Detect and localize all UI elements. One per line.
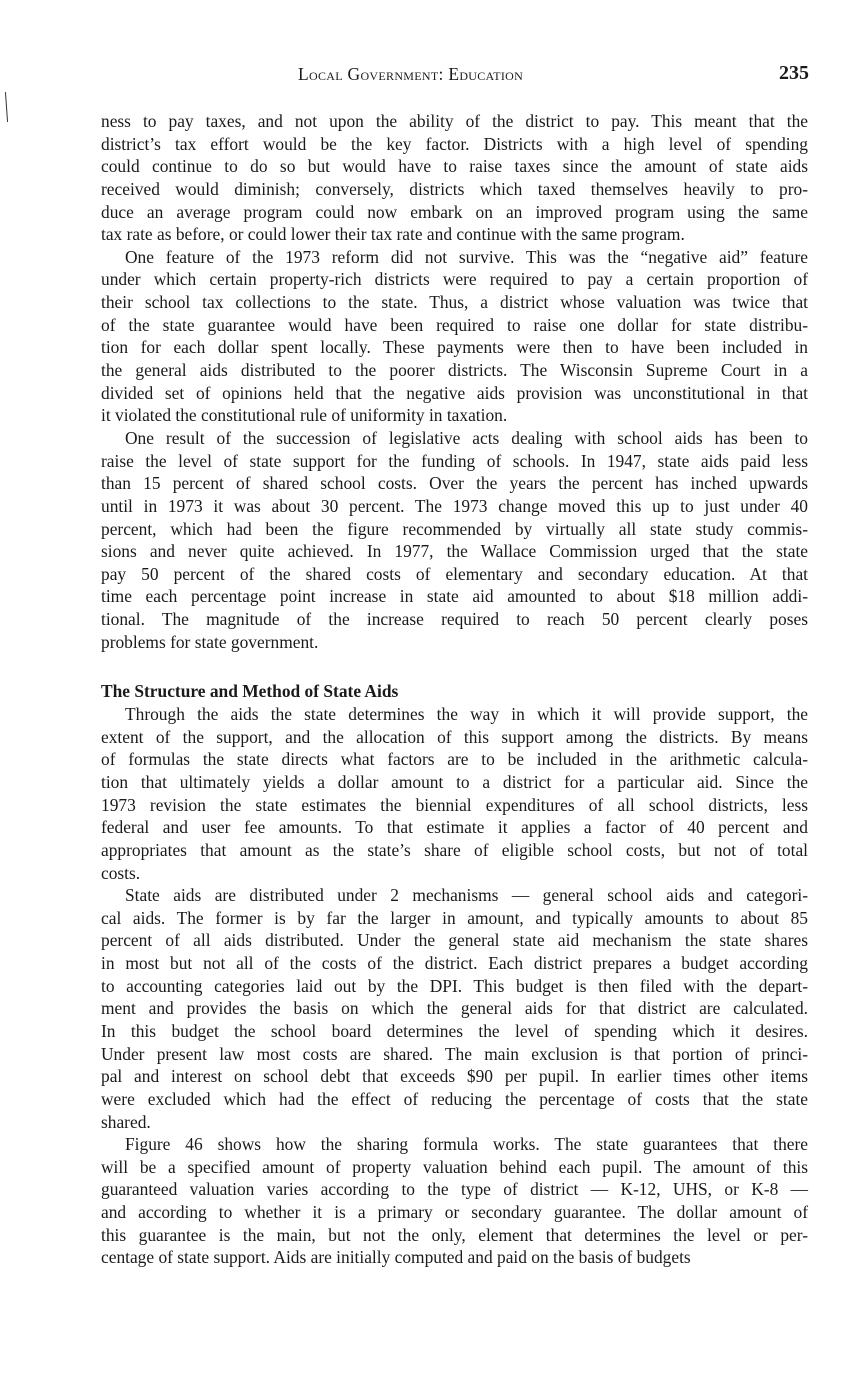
page-header — [0, 62, 859, 88]
paragraph — [101, 884, 808, 1133]
text-line: 1973 revision the state estimates the biennial expenditures of all school districts, less — [101, 794, 808, 815]
margin-mark — [5, 92, 8, 122]
text-line: extent of the support, and the allocation of this support among the districts. By means — [101, 726, 808, 747]
text-line: raise the level of state support for the funding of schools. In 1947, state aids paid less — [101, 450, 808, 471]
text-line: of formulas the state directs what factors are to be included in the arithmetic calcula- — [101, 749, 808, 770]
text-line: than 15 percent of shared school costs. Over the years the percent has inched upwards — [101, 473, 808, 494]
text-line: of the state guarantee would have been required to raise one dollar for state distribu- — [101, 314, 808, 335]
text-line: In this budget the school board determines the level of spending which it desires. — [101, 1020, 808, 1041]
text-line: tion for each dollar spent locally. These payments were then to have been included in — [101, 337, 808, 358]
text-line: the general aids distributed to the poorer districts. The Wisconsin Supreme Court in a — [101, 360, 808, 381]
page-number: 235 — [779, 62, 809, 84]
text-line: it violated the constitutional rule of uniformity in taxation. — [101, 405, 508, 426]
text-line: federal and user fee amounts. To that estimate it applies a factor of 40 percent and — [101, 817, 808, 838]
text-line: ment and provides the basis on which the general aids for that district are calculated. — [101, 998, 808, 1019]
text-line: divided set of opinions held that the negative aids provision was unconstitutional in that — [101, 382, 808, 403]
text-line: could continue to do so but would have to raise taxes since the amount of state aids — [101, 156, 808, 177]
paragraph — [101, 246, 808, 427]
text-line: tional. The magnitude of the increase required to reach 50 percent clearly poses — [101, 609, 808, 630]
text-line: their school tax collections to the state. Thus, a district whose valuation was twice that — [101, 292, 808, 313]
text-line: sions and never quite achieved. In 1977, the Wallace Commission urged that the state — [101, 541, 808, 562]
text-line: appropriates that amount as the state’s share of eligible school costs, but not of total — [101, 839, 808, 860]
paragraph — [101, 427, 808, 653]
text-line: under which certain property-rich districts were required to pay a certain proportion of — [101, 269, 808, 290]
paragraph — [101, 703, 808, 884]
text-line: were excluded which had the effect of reducing the percentage of costs that the state — [101, 1088, 808, 1109]
paragraph — [101, 1133, 808, 1269]
text-line: will be a specified amount of property valuation behind each pupil. The amount of this — [101, 1156, 808, 1177]
text-line: One feature of the 1973 reform did not survive. This was the “negative aid” feature — [125, 246, 808, 267]
text-line: problems for state government. — [101, 631, 319, 652]
text-line: State aids are distributed under 2 mechanisms — general school aids and categori- — [125, 885, 808, 906]
text-line: pal and interest on school debt that exceeds $90 per pupil. In earlier times other items — [101, 1066, 808, 1087]
text-line: received would diminish; conversely, districts which taxed themselves heavily to pro- — [101, 178, 808, 199]
text-line: One result of the succession of legislative acts dealing with school aids has been to — [125, 427, 808, 448]
text-line: this guarantee is the main, but not the only, element that determines the level or per- — [101, 1224, 808, 1245]
text-line: guaranteed valuation varies according to the type of district — K-12, UHS, or K-8 — — [101, 1179, 808, 1200]
text-line: Through the aids the state determines the way in which it will provide support, the — [125, 704, 808, 725]
text-line: cal aids. The former is by far the larger in amount, and typically amounts to about 85 — [101, 907, 808, 928]
text-line: time each percentage point increase in state aid amounted to about $18 million addi- — [101, 586, 808, 607]
paragraph — [101, 110, 808, 246]
text-line: percent of all aids distributed. Under the general state aid mechanism the state shares — [101, 930, 808, 951]
text-line: until in 1973 it was about 30 percent. The 1973 change moved this up to just under 40 — [101, 495, 808, 516]
text-line: percent, which had been the figure recommended by virtually all state study commis- — [101, 518, 808, 539]
text-line: to accounting categories laid out by the DPI. This budget is then filed with the depart- — [101, 975, 808, 996]
text-line: tax rate as before, or could lower their tax rate and continue with the same program. — [101, 224, 685, 245]
text-line: Figure 46 shows how the sharing formula works. The state guarantees that there — [125, 1134, 808, 1155]
text-line: shared. — [101, 1111, 151, 1132]
text-line: Under present law most costs are shared. The main exclusion is that portion of princi- — [101, 1043, 808, 1064]
text-line: duce an average program could now embark on an improved program using the same — [101, 201, 808, 222]
text-line: centage of state support. Aids are initially computed and paid on the basis of budgets — [101, 1247, 691, 1268]
text-line: tion that ultimately yields a dollar amount to a district for a particular aid. Since the — [101, 771, 808, 792]
text-line: ness to pay taxes, and not upon the ability of the district to pay. This meant that the — [101, 111, 808, 131]
running-title: Local Government: Education — [298, 64, 524, 84]
text-line: in most but not all of the costs of the district. Each district prepares a budget according — [101, 953, 808, 974]
text-line: pay 50 percent of the shared costs of elementary and secondary education. At that — [101, 563, 808, 584]
text-line: and according to whether it is a primary or secondary guarantee. The dollar amount of — [101, 1202, 808, 1223]
text-line: costs. — [101, 862, 141, 883]
page-body — [101, 110, 808, 1269]
section-heading: The Structure and Method of State Aids — [101, 681, 399, 702]
text-line: district’s tax effort would be the key factor. Districts with a high level of spending — [101, 133, 808, 154]
